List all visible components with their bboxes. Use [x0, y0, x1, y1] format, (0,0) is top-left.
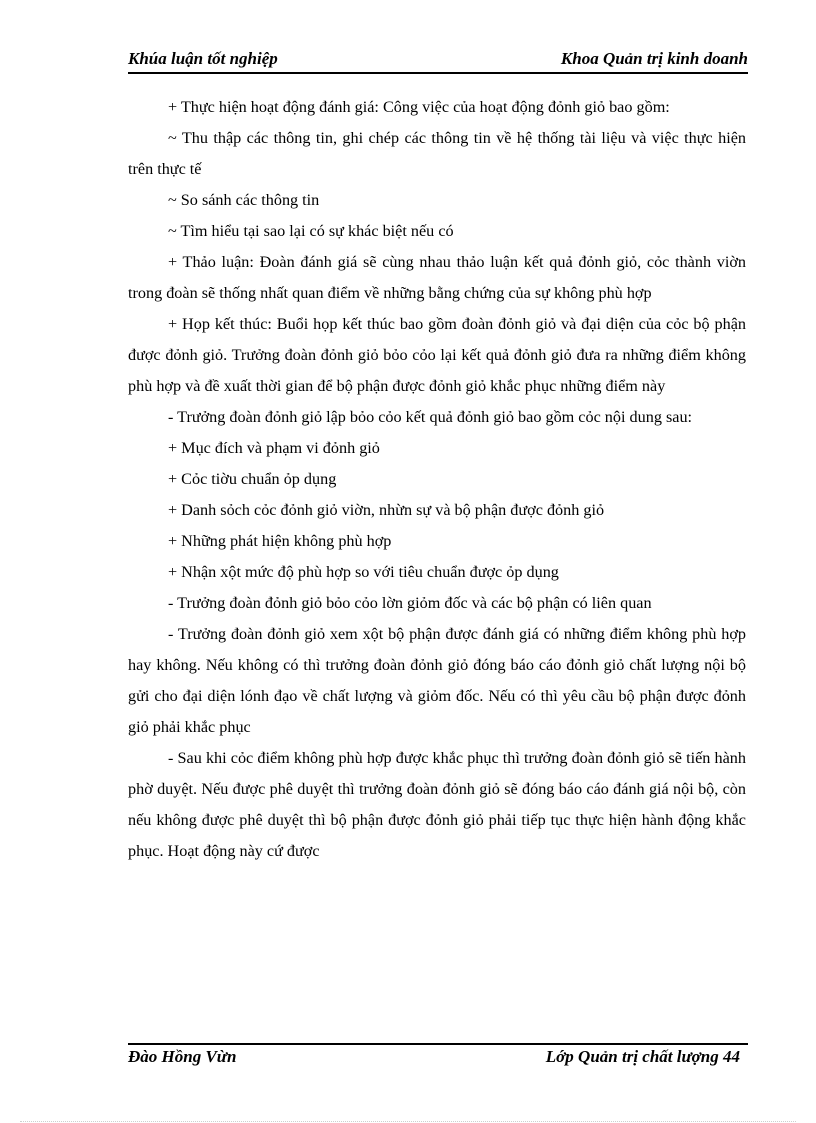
paragraph: - Trưởng đoàn đỏnh giỏ lập bỏo cỏo kết quả đỏnh giỏ bao gồm cỏc nội dung sau:	[168, 408, 693, 426]
paragraph: + Cỏc tiờu chuẩn ỏp dụng	[168, 470, 337, 488]
paragraph: - Trưởng đoàn đỏnh giỏ bỏo cỏo lờn giỏm đốc và các bộ phận có liên quan	[168, 594, 652, 612]
paragraph: + Thực hiện hoạt động đánh giá: Công việc của hoạt động đỏnh giỏ bao gồm:	[168, 98, 670, 116]
footer-rule	[128, 1043, 748, 1045]
header-faculty-label: Khoa Quản trị kinh doanh	[560, 49, 748, 68]
paragraph: ~ Tìm hiểu tại sao lại có sự khác biệt nếu có	[168, 222, 454, 240]
paragraph: ~ Thu thập các thông tin, ghi chép các thông tin về hệ thống tài liệu và việc thực hiện trên thực tế	[128, 129, 746, 178]
header-rule	[128, 72, 748, 74]
footer-class-label: Lớp Quản trị chất lượng 44	[545, 1047, 740, 1066]
footer-author-name: Đào Hồng Vừn	[128, 1047, 237, 1066]
paragraph: + Mục đích và phạm vi đỏnh giỏ	[168, 439, 380, 457]
header-thesis-label: Khúa luận tốt nghiệp	[128, 49, 278, 68]
paragraph: + Danh sỏch cỏc đỏnh giỏ viờn, nhừn sự và bộ phận được đỏnh giỏ	[168, 501, 605, 519]
paragraph: - Sau khi cỏc điểm không phù hợp được khắc phục thì trưởng đoàn đỏnh giỏ sẽ tiến hành phờ duyệt. Nếu được phê duyệt thì trưởng đoàn đỏnh giỏ sẽ đóng báo cáo đánh giá nội bộ, còn nếu không được phê duyệt thì bộ phận được đỏnh giỏ phải tiếp tục thực hiện hành động khắc phục. Hoạt động này cứ được	[128, 749, 746, 860]
page-bottom-border	[20, 1121, 796, 1122]
paragraph: + Họp kết thúc: Buổi họp kết thúc bao gồm đoàn đỏnh giỏ và đại diện của cỏc bộ phận được đỏnh giỏ. Trưởng đoàn đỏnh giỏ bỏo cỏo lại kết quả đỏnh giỏ đưa ra những điểm không phù hợp và đề xuất thời gian để bộ phận được đỏnh giỏ khắc phục những điểm này	[128, 315, 746, 395]
paragraph: + Nhận xột mức độ phù hợp so với tiêu chuẩn được ỏp dụng	[168, 563, 559, 581]
document-body	[128, 92, 746, 867]
paragraph: + Thảo luận: Đoàn đánh giá sẽ cùng nhau thảo luận kết quả đỏnh giỏ, cỏc thành viờn trong đoàn sẽ thống nhất quan điểm về những bằng chứng của sự không phù hợp	[128, 253, 746, 302]
page-header	[128, 49, 748, 71]
paragraph: - Trưởng đoàn đỏnh giỏ xem xột bộ phận được đánh giá có những điểm không phù hợp hay không. Nếu không có thì trưởng đoàn đỏnh giỏ đóng báo cáo đỏnh giỏ chất lượng nội bộ gửi cho đại diện lónh đạo về chất lượng và giỏm đốc. Nếu có thì yêu cầu bộ phận được đỏnh giỏ phải khắc phục	[128, 625, 746, 736]
paragraph: ~ So sánh các thông tin	[168, 191, 320, 209]
paragraph: + Những phát hiện không phù hợp	[168, 532, 392, 550]
page-footer	[128, 1047, 740, 1069]
